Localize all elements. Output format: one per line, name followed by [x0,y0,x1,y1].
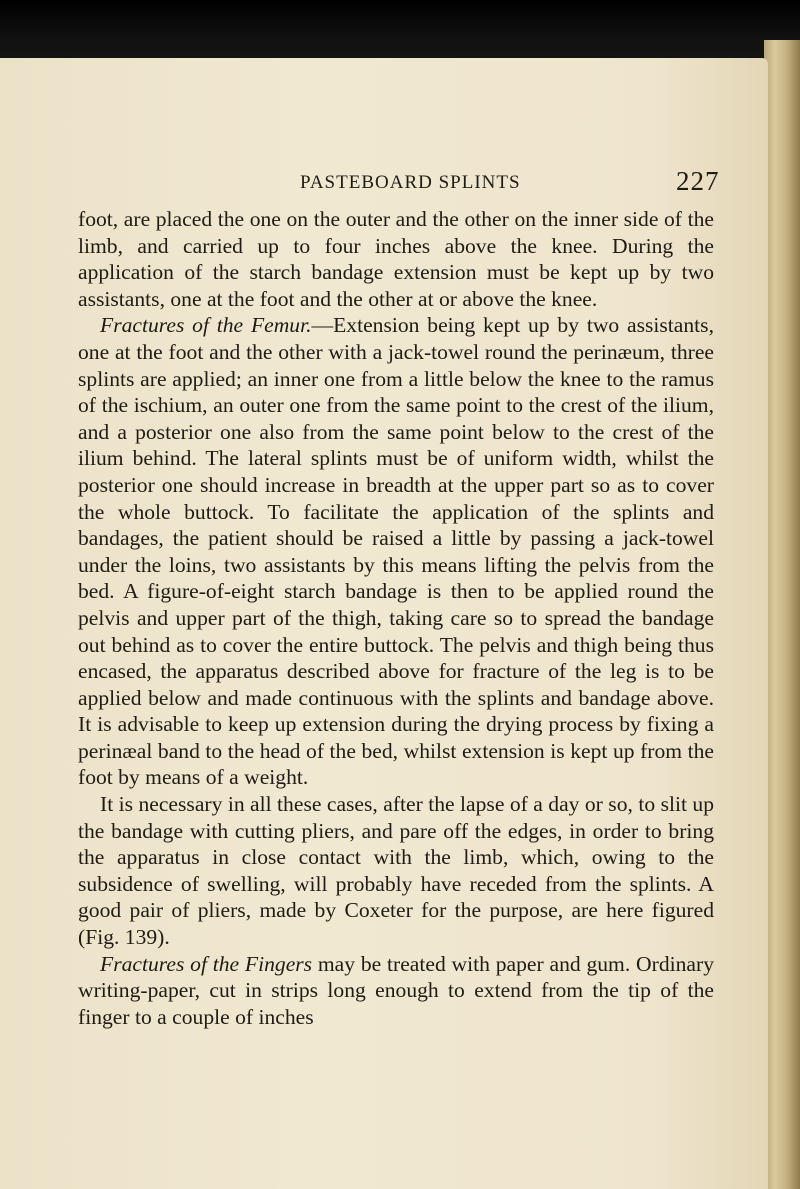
paragraph-lead: Fractures of the Fingers [100,951,313,976]
running-head [0,166,768,202]
paragraph-slitting-bandage [78,791,714,951]
paragraph-text: may be treated with paper and gum. Ordinary writing-paper, cut in strips long enough to extend from the tip of the finger to a couple of inches [78,951,714,1029]
page-number: 227 [676,166,720,196]
paragraph-continuation [78,206,714,312]
top-shadow [0,0,800,64]
paragraph-text: foot, are placed the one on the outer and the other on the inner side of the limb, and carried up to four inches above the knee. During the application of the starch bandage extension must be kept up by two assistants, one at the foot and the other at or above the knee. [78,207,714,311]
book-spine-edge [764,40,800,1189]
paragraph-lead: Fractures of the Femur. [100,313,312,338]
body-text [78,206,714,1030]
paragraph-text: —Extension being kept up by two assistants, one at the foot and the other with a jack-towel round the perinæum, three splints are applied; an inner one from a little below the knee to the ramus of the ischium, an outer one from the same point to the crest of the ilium, and a posterior one also from the same point below to the crest of the ilium behind. The lateral splints must be of uniform width, whilst the posterior one should increase in breadth at the upper part so as to cover the whole buttock. To facilitate the application of the splints and bandages, the patient should be raised a little by passing a jack-towel under the loins, two assistants by this means lifting the pelvis from the bed. A figure-of-eight starch bandage is then to be applied round the pelvis and upper part of the thigh, taking care so to spread the bandage out behind as to cover the entire buttock. The pelvis and thigh being thus encased, the apparatus described above for fracture of the leg is to be applied below and made continuous with the splints and bandage above. It is advisable to keep up extension during the drying process by fixing a perinæal band to the head of the bed, whilst extension is kept up from the foot by means of a weight. [78,313,714,790]
paragraph-fractures-femur [78,312,714,791]
running-title: PASTEBOARD SPLINTS [300,172,521,193]
paragraph-text: It is necessary in all these cases, after the lapse of a day or so, to slit up the bandage with cutting pliers, and pare off the edges, in order to bring the apparatus in close contact with the limb, which, owing to the subsidence of swelling, will probably have receded from the splints. A good pair of pliers, made by Coxeter for the purpose, are here figured (Fig. 139). [78,792,714,950]
paragraph-fractures-fingers [78,951,714,1031]
